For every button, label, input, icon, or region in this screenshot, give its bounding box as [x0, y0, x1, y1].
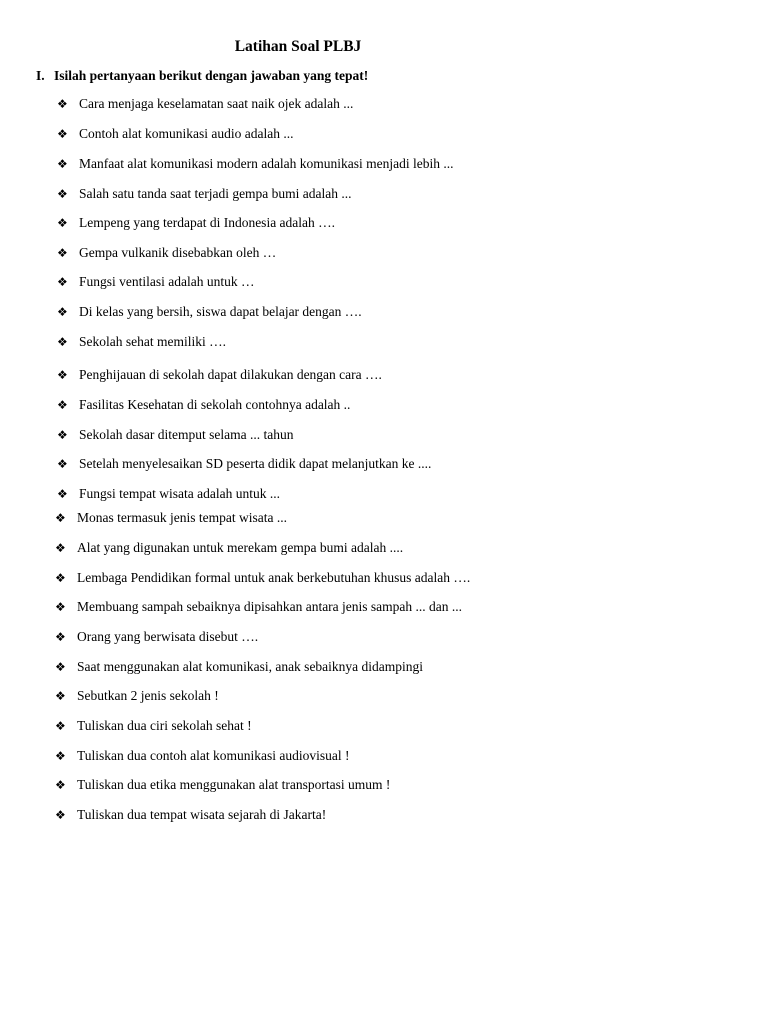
diamond-bullet-icon: ❖: [57, 487, 68, 501]
diamond-bullet-icon: ❖: [55, 808, 66, 822]
list-item-text: Gempa vulkanik disebabkan oleh …: [79, 245, 277, 260]
diamond-bullet-icon: ❖: [55, 541, 66, 555]
diamond-bullet-icon: ❖: [57, 368, 68, 382]
list-item: [55, 659, 423, 675]
diamond-bullet-icon: ❖: [55, 630, 66, 644]
diamond-bullet-icon: ❖: [57, 157, 68, 171]
diamond-bullet-icon: ❖: [57, 305, 68, 319]
list-item-text: Sekolah dasar ditemput selama ... tahun: [79, 427, 294, 442]
list-item-text: Sebutkan 2 jenis sekolah !: [77, 688, 219, 703]
list-item: [55, 688, 219, 704]
list-item-text: Sekolah sehat memiliki ….: [79, 334, 226, 349]
list-item: [57, 274, 254, 290]
diamond-bullet-icon: ❖: [57, 216, 68, 230]
list-item-text: Penghijauan di sekolah dapat dilakukan dengan cara ….: [79, 367, 382, 382]
diamond-bullet-icon: ❖: [57, 335, 68, 349]
list-item: [57, 334, 226, 350]
list-item: [57, 486, 280, 502]
diamond-bullet-icon: ❖: [57, 275, 68, 289]
list-item-text: Saat menggunakan alat komunikasi, anak sebaiknya didampingi: [77, 659, 424, 674]
list-item-text: Fungsi tempat wisata adalah untuk ...: [79, 486, 280, 501]
list-item: [57, 96, 353, 112]
list-item-text: Salah satu tanda saat terjadi gempa bumi adalah ...: [79, 186, 352, 201]
list-item-text: Fasilitas Kesehatan di sekolah contohnya adalah ..: [79, 397, 351, 412]
list-item: [57, 186, 352, 202]
diamond-bullet-icon: ❖: [57, 398, 68, 412]
list-item: [55, 599, 462, 615]
list-item-text: Tuliskan dua tempat wisata sejarah di Jakarta!: [77, 807, 327, 822]
list-item: [57, 156, 454, 172]
list-item: [57, 367, 382, 383]
list-item: [55, 629, 258, 645]
list-item: [57, 397, 350, 413]
diamond-bullet-icon: ❖: [55, 778, 66, 792]
list-item: [57, 215, 335, 231]
list-item-text: Orang yang berwisata disebut ….: [77, 629, 259, 644]
list-item: [55, 570, 470, 586]
list-item-text: Di kelas yang bersih, siswa dapat belajar dengan ….: [79, 304, 362, 319]
list-item: [57, 126, 293, 142]
list-item: [55, 748, 349, 764]
page-title: Latihan Soal PLBJ: [234, 38, 362, 55]
list-item: [55, 510, 287, 526]
list-item: [57, 427, 293, 443]
list-item-text: Lembaga Pendidikan formal untuk anak berkebutuhan khusus adalah ….: [77, 570, 471, 585]
list-item-text: Cara menjaga keselamatan saat naik ojek adalah ...: [79, 96, 354, 111]
diamond-bullet-icon: ❖: [57, 97, 68, 111]
diamond-bullet-icon: ❖: [57, 127, 68, 141]
diamond-bullet-icon: ❖: [57, 428, 68, 442]
list-item: [57, 245, 276, 261]
section-number: I.: [36, 68, 45, 83]
list-item-text: Membuang sampah sebaiknya dipisahkan antara jenis sampah ... dan ...: [77, 599, 463, 614]
diamond-bullet-icon: ❖: [55, 511, 66, 525]
list-item-text: Tuliskan dua ciri sekolah sehat !: [77, 718, 252, 733]
diamond-bullet-icon: ❖: [55, 689, 66, 703]
section-instruction: Isilah pertanyaan berikut dengan jawaban yang tepat!: [54, 68, 369, 83]
list-item-text: Monas termasuk jenis tempat wisata ...: [77, 510, 287, 525]
diamond-bullet-icon: ❖: [55, 719, 66, 733]
list-item-text: Tuliskan dua etika menggunakan alat transportasi umum !: [77, 777, 391, 792]
diamond-bullet-icon: ❖: [57, 187, 68, 201]
list-item-text: Setelah menyelesaikan SD peserta didik dapat melanjutkan ke ....: [79, 456, 432, 471]
list-item: [57, 304, 362, 320]
section-heading: [36, 68, 368, 84]
list-item: [55, 807, 326, 823]
diamond-bullet-icon: ❖: [57, 457, 68, 471]
list-item: [57, 456, 431, 472]
list-item-text: Alat yang digunakan untuk merekam gempa bumi adalah ....: [77, 540, 404, 555]
list-item-text: Manfaat alat komunikasi modern adalah komunikasi menjadi lebih ...: [79, 156, 454, 171]
list-item-text: Contoh alat komunikasi audio adalah ...: [79, 126, 294, 141]
list-item: [55, 718, 252, 734]
list-item-text: Lempeng yang terdapat di Indonesia adalah ….: [79, 215, 336, 230]
list-item: [55, 777, 390, 793]
diamond-bullet-icon: ❖: [55, 571, 66, 585]
diamond-bullet-icon: ❖: [55, 749, 66, 763]
list-item-text: Fungsi ventilasi adalah untuk …: [79, 274, 255, 289]
diamond-bullet-icon: ❖: [57, 246, 68, 260]
list-item: [55, 540, 403, 556]
list-item-text: Tuliskan dua contoh alat komunikasi audiovisual !: [77, 748, 350, 763]
diamond-bullet-icon: ❖: [55, 600, 66, 614]
diamond-bullet-icon: ❖: [55, 660, 66, 674]
